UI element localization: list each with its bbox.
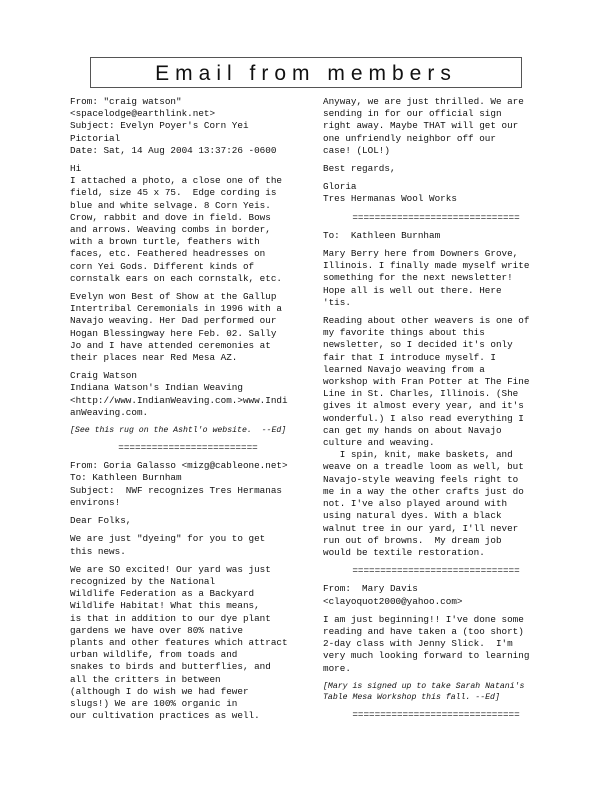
- paragraph: Hi I attached a photo, a close one of the field, size 45 x 75. Edge cording is blue and white selvage. 8 Corn Yeis. Crow, rabbit and dove in field. Bows and arrows. Weaving combs in border, with a brown turtle, feathers with faces, etc. Feathered headresses on corn Yei Gods. Different kinds of cornstalk ears on each cornstalk, etc.: [70, 163, 283, 284]
- editor-note: [Mary is signed up to take Sarah Natani's Table Mesa Workshop this fall. --Ed]: [323, 681, 525, 702]
- paragraph: We are just "dyeing" for you to get this news.: [70, 533, 266, 557]
- paragraph: From: "craig watson" <spacelodge@earthlink.net> Subject: Evelyn Poyer's Corn Yei Pictorial Date: Sat, 14 Aug 2004 13:37:26 -0600: [70, 96, 277, 156]
- paragraph: To: Kathleen Burnham: [323, 229, 441, 241]
- paragraph: Gloria Tres Hermanas Wool Works: [323, 181, 457, 205]
- paragraph: From: Mary Davis <clayoquot2000@yahoo.com>: [323, 583, 463, 607]
- paragraph: We are SO excited! Our yard was just recognized by the National Wildlife Federation as a Backyard Wildlife Habitat! What this means, is that in addition to our dye plant gardens we have over 80% native plants and other features which attract urban wildlife, from toads and snakes to birds and butterflies, and all the critters in between (although I do wish we had fewer slugs!) We are 100% organic in our cultivation practices as well.: [70, 563, 288, 722]
- paragraph: From: Goria Galasso <mizg@cableone.net> To: Kathleen Burnham Subject: NWF recognizes Tres Hermanas environs!: [70, 460, 288, 508]
- separator: =========================: [118, 442, 258, 454]
- paragraph: Evelyn won Best of Show at the Gallup Intertribal Ceremonials in 1996 with a Navajo weaving. Her Dad performed our Hogan Blessingway here Feb. 02. Sally Jo and I have attended ceremonies at their places near Red Mesa AZ.: [70, 291, 283, 364]
- paragraph: Craig Watson Indiana Watson's Indian Weaving <http://www.IndianWeaving.com.>www.Indi anWeaving.com.: [70, 370, 288, 418]
- separator: ==============================: [352, 211, 520, 223]
- paragraph: Best regards,: [323, 163, 396, 175]
- paragraph: Mary Berry here from Downers Grove, Illinois. I finally made myself write something for the next newsletter! Hope all is well out there. Here 'tis.: [323, 248, 530, 308]
- paragraph: Reading about other weavers is one of my favorite things about this newsletter, so I decided it's only fair that I introduce myself. I learned Navajo weaving from a workshop with Fran Potter at The Fine Line in St. Charles, Illinois. (She gives it almost every year, and it's wonderful.) I also read everything I can get my hands on about Navajo culture and weaving. I spin, knit, make baskets, and weave on a treadle loom as well, but Navajo-style weaving feels right to me in a way the other crafts just do not. I've also played around with using natural dyes. With a black walnut tree in our yard, I'll never run out of browns. My dream job would be textile restoration.: [323, 315, 530, 558]
- right-column: [323, 96, 549, 727]
- paragraph: Dear Folks,: [70, 515, 132, 527]
- page-title: Email from members: [90, 57, 522, 88]
- separator: ==============================: [352, 565, 520, 577]
- paragraph: Anyway, we are just thrilled. We are sending in for our official sign right away. Maybe THAT will get our one unfriendly neighbor off our case! (LOL!): [323, 96, 524, 156]
- editor-note: [See this rug on the Ashtl'o website. --Ed]: [70, 426, 287, 436]
- left-column: [70, 96, 306, 728]
- paragraph: I am just beginning!! I've done some reading and have taken a (too short) 2-day class with Jenny Slick. I'm very much looking forward to learning more.: [323, 613, 530, 674]
- separator: ==============================: [352, 708, 520, 720]
